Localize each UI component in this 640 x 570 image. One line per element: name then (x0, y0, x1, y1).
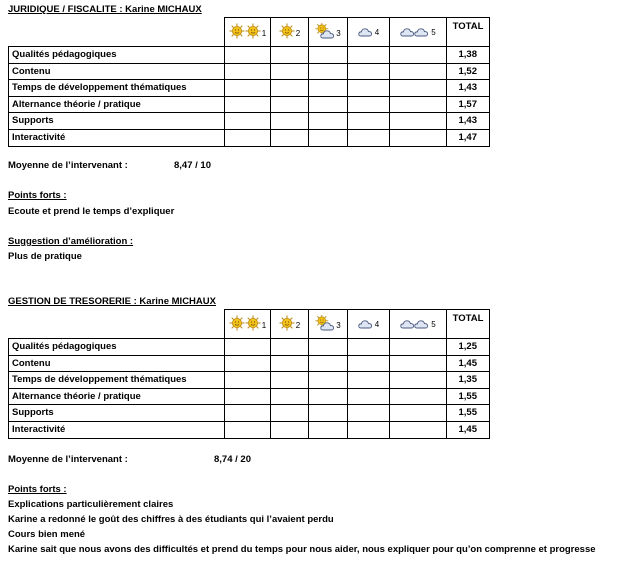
section-1-strength-item: Ecoute et prend le temps d’expliquer (8, 206, 175, 217)
criterion-label: Temps de développement thématiques (9, 80, 225, 97)
criterion-label: Qualités pédagogiques (9, 47, 225, 64)
rating-4-header: 4 (348, 310, 390, 339)
total-header: TOTAL (447, 18, 490, 47)
rating-2-header: 2 (271, 18, 309, 47)
section-1-title: JURIDIQUE / FISCALITE : Karine MICHAUX (8, 4, 202, 15)
total-value: 1,45 (447, 421, 490, 438)
table-row (9, 96, 490, 113)
total-value: 1,47 (447, 129, 490, 146)
criterion-label: Temps de développement thématiques (9, 372, 225, 389)
criterion-label: Supports (9, 113, 225, 130)
criterion-label: Interactivité (9, 421, 225, 438)
rating-1-header: 1 (225, 18, 271, 47)
section-1-suggestion-item: Plus de pratique (8, 251, 82, 262)
table-row (9, 421, 490, 438)
sun-icon (279, 315, 295, 331)
two-clouds-icon (400, 24, 430, 38)
section-2-average-label: Moyenne de l’intervenant : (8, 454, 128, 465)
criterion-label: Supports (9, 405, 225, 422)
criterion-label: Alternance théorie / pratique (9, 96, 225, 113)
criterion-label: Contenu (9, 355, 225, 372)
total-value: 1,25 (447, 339, 490, 356)
section-2-title: GESTION DE TRESORERIE : Karine MICHAUX (8, 296, 216, 307)
section-2-strength-item: Karine a redonné le goût des chiffres à des étudiants qui l’avaient perdu (8, 514, 334, 525)
section-1-rating-table (8, 17, 490, 147)
sun-icon (279, 23, 295, 39)
total-value: 1,52 (447, 63, 490, 80)
rating-5-header: 5 (390, 310, 447, 339)
rating-4-header: 4 (348, 18, 390, 47)
criterion-label: Contenu (9, 63, 225, 80)
cloud-icon (358, 24, 374, 38)
rating-5-header: 5 (390, 18, 447, 47)
sun-cloud-icon (315, 23, 335, 39)
total-header: TOTAL (447, 310, 490, 339)
two-suns-icon (229, 23, 261, 39)
section-1-strengths-heading: Points forts : (8, 190, 67, 201)
section-1-average-value: 8,47 / 10 (174, 160, 211, 171)
rating-2-header: 2 (271, 310, 309, 339)
table-row (9, 405, 490, 422)
table-row (9, 113, 490, 130)
total-value: 1,55 (447, 405, 490, 422)
table-row (9, 339, 490, 356)
table-row (9, 388, 490, 405)
total-value: 1,57 (447, 96, 490, 113)
total-value: 1,43 (447, 113, 490, 130)
rating-1-header: 1 (225, 310, 271, 339)
total-value: 1,43 (447, 80, 490, 97)
sun-cloud-icon (315, 315, 335, 331)
section-1-average-label: Moyenne de l’intervenant : (8, 160, 128, 171)
criterion-label: Qualités pédagogiques (9, 339, 225, 356)
criterion-label: Alternance théorie / pratique (9, 388, 225, 405)
table-row (9, 129, 490, 146)
two-suns-icon (229, 315, 261, 331)
rating-3-header: 3 (309, 310, 348, 339)
two-clouds-icon (400, 316, 430, 330)
table-row (9, 372, 490, 389)
table-header-row (9, 18, 490, 47)
section-2-strength-item: Karine sait que nous avons des difficultés et prend du temps pour nous aider, nous expliquer pour qu’on comprenne et progresse (8, 544, 596, 555)
table-row (9, 80, 490, 97)
rating-3-header: 3 (309, 18, 348, 47)
section-2-strength-item: Cours bien mené (8, 529, 86, 540)
table-row (9, 355, 490, 372)
criterion-label: Interactivité (9, 129, 225, 146)
total-value: 1,38 (447, 47, 490, 64)
total-value: 1,45 (447, 355, 490, 372)
section-2-average-value: 8,74 / 20 (214, 454, 251, 465)
total-value: 1,35 (447, 372, 490, 389)
section-1-suggestion-heading: Suggestion d’amélioration : (8, 236, 134, 247)
table-header-row (9, 310, 490, 339)
total-value: 1,55 (447, 388, 490, 405)
table-row (9, 47, 490, 64)
section-2-strength-item: Explications particulièrement claires (8, 499, 174, 510)
section-2-strengths-heading: Points forts : (8, 484, 67, 495)
cloud-icon (358, 316, 374, 330)
table-row (9, 63, 490, 80)
section-2-rating-table (8, 309, 490, 439)
